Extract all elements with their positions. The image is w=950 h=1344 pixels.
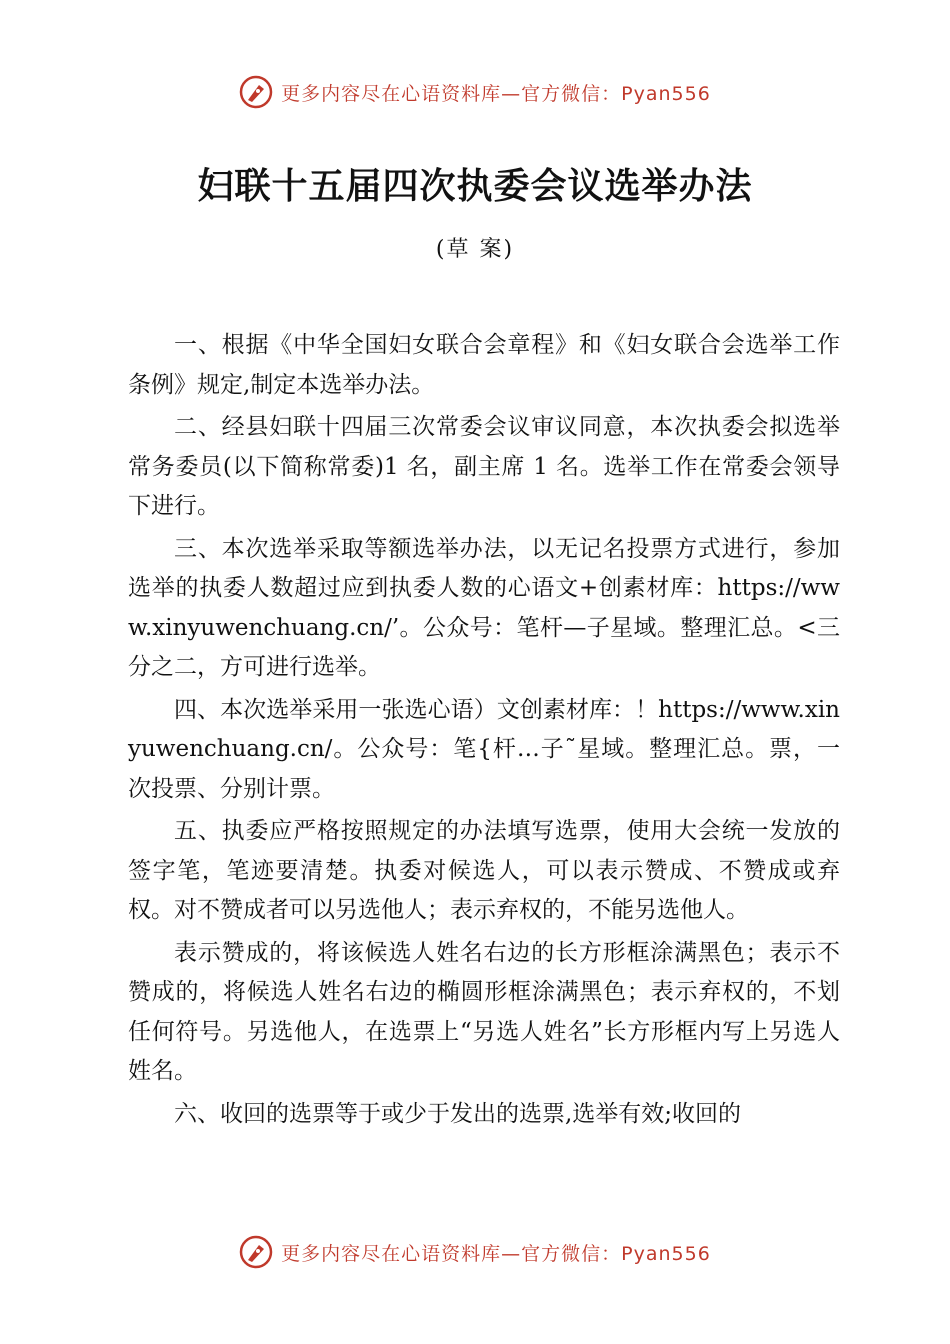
footer-banner [0, 1230, 950, 1274]
pen-nib-logo-icon [239, 75, 273, 109]
paragraph-6: 表示赞成的，将该候选人姓名右边的长方形框涂满黑色；表示不赞成的，将候选人姓名右边的椭圆形框涂满黑色；表示弃权的，不划任何符号。另选他人，在选票上“另选人姓名”长方形框内写上另选人姓名。 [128, 939, 840, 1084]
paragraph-5: 五、执委应严格按照规定的办法填写选票，使用大会统一发放的签字笔，笔迹要清楚。执委对候选人，可以表示赞成、不赞成或弃权。对不赞成者可以另选他人；表示弃权的，不能另选他人。 [128, 818, 840, 923]
paragraph-1: 一、根据《中华全国妇女联合会章程》和《妇女联合会选举工作条例》规定,制定本选举办法。 [128, 332, 840, 398]
pen-nib-logo-icon [239, 1235, 273, 1269]
document-title: 妇联十五届四次执委会议选举办法 [197, 165, 753, 207]
paragraph-2: 二、经县妇联十四届三次常委会议审议同意，本次执委会拟选举常务委员(以下简称常委)1 名，副主席 1 名。选举工作在常委会领导下进行。 [128, 414, 840, 519]
paragraph-7: 六、收回的选票等于或少于发出的选票,选举有效;收回的 [174, 1100, 742, 1127]
header-banner-text: 更多内容尽在心语资料库—官方微信：Pyan556 [281, 82, 711, 105]
document-body [128, 326, 840, 1137]
footer-banner-text: 更多内容尽在心语资料库—官方微信：Pyan556 [281, 1242, 711, 1265]
document-subtitle: (草 案) [435, 237, 515, 262]
paragraph-4: 四、本次选举采用一张选心语）文创素材库：！https://www.xinyuwenchuang.cn/。公众号：笔{杆…子˜星域。整理汇总。票，一次投票、分别计票。 [128, 696, 840, 802]
paragraph-3: 三、本次选举采取等额选举办法，以无记名投票方式进行，参加选举的执委人数超过应到执委人数的心语文+创素材库：https://www.xinyuwenchuang.cn/’。公众号：笔杆—子星域。整理汇总。<三分之二，方可进行选举。 [128, 535, 840, 680]
header-banner [0, 70, 950, 114]
